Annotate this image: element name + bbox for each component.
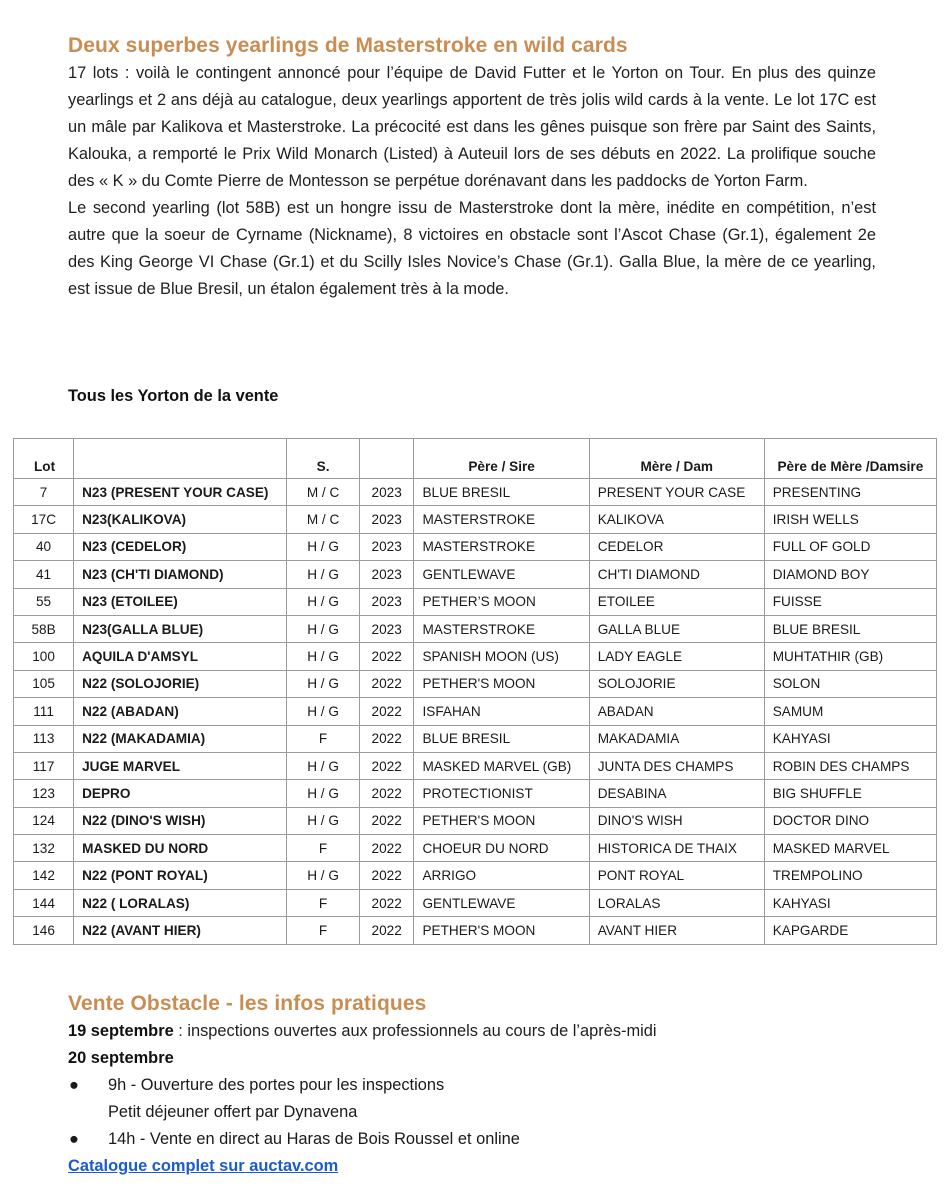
cell-dam: MAKADAMIA (589, 725, 764, 752)
cell-name: N23(GALLA BLUE) (74, 615, 287, 642)
cell-dam: AVANT HIER (589, 917, 764, 944)
cell-sire: PETHER'S MOON (414, 670, 589, 697)
cell-lot: 40 (14, 533, 74, 560)
cell-dam: LADY EAGLE (589, 643, 764, 670)
cell-lot: 124 (14, 807, 74, 834)
table-row (14, 862, 937, 889)
table-row (14, 807, 937, 834)
cell-year: 2022 (359, 780, 414, 807)
info-title: Vente Obstacle - les infos pratiques (68, 992, 427, 1015)
cell-sex: H / G (287, 615, 360, 642)
cell-year: 2022 (359, 862, 414, 889)
cell-sex: F (287, 889, 360, 916)
cell-sire: MASTERSTROKE (414, 506, 589, 533)
cell-dam: CH'TI DIAMOND (589, 561, 764, 588)
cell-year: 2022 (359, 917, 414, 944)
lots-table (13, 438, 937, 945)
cell-lot: 55 (14, 588, 74, 615)
table-row (14, 780, 937, 807)
cell-damsire: KAHYASI (764, 889, 936, 916)
cell-year: 2022 (359, 752, 414, 779)
catalogue-link[interactable]: Catalogue complet sur auctav.com (68, 1157, 339, 1175)
day2-date: 20 septembre (68, 1049, 174, 1067)
cell-dam: ABADAN (589, 698, 764, 725)
cell-name: N22 (MAKADAMIA) (74, 725, 287, 752)
list-item (68, 1126, 888, 1153)
cell-damsire: KAHYASI (764, 725, 936, 752)
day1-date: 19 septembre (68, 1022, 174, 1040)
cell-damsire: DOCTOR DINO (764, 807, 936, 834)
header-year (359, 439, 414, 479)
cell-dam: HISTORICA DE THAIX (589, 835, 764, 862)
cell-sire: ISFAHAN (414, 698, 589, 725)
cell-name: JUGE MARVEL (74, 752, 287, 779)
cell-year: 2022 (359, 670, 414, 697)
table-row (14, 643, 937, 670)
cell-damsire: IRISH WELLS (764, 506, 936, 533)
cell-damsire: TREMPOLINO (764, 862, 936, 889)
cell-lot: 144 (14, 889, 74, 916)
article (68, 32, 876, 303)
cell-sire: PETHER'S MOON (414, 807, 589, 834)
article-paragraph-1: 17 lots : voilà le contingent annoncé pour l’équipe de David Futter et le Yorton on Tour. En plus des quinze yearlings et 2 ans déjà au catalogue, deux yearlings apportent de très jolis wild cards à la vente. Le lot 17C est un mâle par Kalikova et Masterstroke. La précocité est dans les gênes puisque son frère par Saint des Saints, Kalouka, a remporté le Prix Wild Monarch (Listed) à Auteuil lors de ses débuts en 2022. La prolifique souche des « K » du Comte Pierre de Montesson se perpétue dorénavant dans les paddocks de Yorton Farm. (68, 64, 876, 190)
header-name (74, 439, 287, 479)
table-heading: Tous les Yorton de la vente (68, 387, 279, 405)
day1-text: : inspections ouvertes aux professionnels au cours de l’après-midi (173, 1022, 657, 1040)
cell-lot: 123 (14, 780, 74, 807)
cell-dam: LORALAS (589, 889, 764, 916)
cell-lot: 111 (14, 698, 74, 725)
list-item (68, 1072, 888, 1126)
cell-sex: H / G (287, 561, 360, 588)
cell-lot: 113 (14, 725, 74, 752)
cell-lot: 117 (14, 752, 74, 779)
cell-lot: 7 (14, 479, 74, 506)
cell-damsire: MUHTATHIR (GB) (764, 643, 936, 670)
cell-damsire: SOLON (764, 670, 936, 697)
cell-name: DEPRO (74, 780, 287, 807)
cell-lot: 142 (14, 862, 74, 889)
cell-lot: 58B (14, 615, 74, 642)
cell-sire: GENTLEWAVE (414, 561, 589, 588)
cell-damsire: BIG SHUFFLE (764, 780, 936, 807)
header-lot: Lot (14, 439, 74, 479)
cell-name: N22 (ABADAN) (74, 698, 287, 725)
info-list (68, 1072, 888, 1153)
cell-name: MASKED DU NORD (74, 835, 287, 862)
cell-lot: 132 (14, 835, 74, 862)
cell-sex: M / C (287, 506, 360, 533)
cell-damsire: MASKED MARVEL (764, 835, 936, 862)
cell-sex: H / G (287, 698, 360, 725)
cell-sex: H / G (287, 752, 360, 779)
cell-dam: CEDELOR (589, 533, 764, 560)
cell-lot: 17C (14, 506, 74, 533)
cell-name: N23 (CH'TI DIAMOND) (74, 561, 287, 588)
table-row (14, 670, 937, 697)
cell-dam: GALLA BLUE (589, 615, 764, 642)
article-paragraph-2: Le second yearling (lot 58B) est un hongre issu de Masterstroke dont la mère, inédite en compétition, n’est autre que la soeur de Cyrname (Nickname), 8 victoires en obstacle sont l’Ascot Chase (Gr.1), également 2e des King George VI Chase (Gr.1) et du Scilly Isles Novice’s Chase (Gr.1). Galla Blue, la mère de ce yearling, est issue de Blue Bresil, un étalon également très à la mode. (68, 199, 876, 298)
cell-dam: PRESENT YOUR CASE (589, 479, 764, 506)
cell-year: 2023 (359, 588, 414, 615)
cell-damsire: BLUE BRESIL (764, 615, 936, 642)
cell-name: AQUILA D'AMSYL (74, 643, 287, 670)
cell-damsire: FUISSE (764, 588, 936, 615)
list-item-line: 9h - Ouverture des portes pour les inspections (108, 1076, 445, 1094)
cell-name: N22 (PONT ROYAL) (74, 862, 287, 889)
cell-sire: SPANISH MOON (US) (414, 643, 589, 670)
cell-damsire: SAMUM (764, 698, 936, 725)
table-row (14, 889, 937, 916)
cell-sire: CHOEUR DU NORD (414, 835, 589, 862)
cell-lot: 105 (14, 670, 74, 697)
table-row (14, 533, 937, 560)
cell-year: 2023 (359, 506, 414, 533)
lots-table-body (14, 479, 937, 945)
cell-dam: SOLOJORIE (589, 670, 764, 697)
cell-sire: MASTERSTROKE (414, 615, 589, 642)
cell-name: N22 (SOLOJORIE) (74, 670, 287, 697)
table-row (14, 506, 937, 533)
cell-sex: F (287, 835, 360, 862)
table-header-row (14, 439, 937, 479)
info-day2 (68, 1045, 888, 1072)
cell-sex: H / G (287, 533, 360, 560)
cell-year: 2022 (359, 698, 414, 725)
table-row (14, 725, 937, 752)
cell-damsire: KAPGARDE (764, 917, 936, 944)
cell-year: 2022 (359, 725, 414, 752)
bullet-icon: ● (69, 1076, 79, 1094)
cell-year: 2023 (359, 561, 414, 588)
list-item-line: Petit déjeuner offert par Dynavena (108, 1103, 358, 1121)
cell-sex: H / G (287, 670, 360, 697)
cell-dam: KALIKOVA (589, 506, 764, 533)
cell-damsire: PRESENTING (764, 479, 936, 506)
cell-sire: PROTECTIONIST (414, 780, 589, 807)
cell-sex: F (287, 725, 360, 752)
cell-name: N22 ( LORALAS) (74, 889, 287, 916)
cell-year: 2022 (359, 807, 414, 834)
cell-sire: BLUE BRESIL (414, 479, 589, 506)
cell-year: 2023 (359, 533, 414, 560)
cell-lot: 100 (14, 643, 74, 670)
cell-lot: 41 (14, 561, 74, 588)
info-section (68, 990, 888, 1180)
cell-dam: DESABINA (589, 780, 764, 807)
article-title: Deux superbes yearlings de Masterstroke en wild cards (68, 34, 628, 57)
cell-sex: H / G (287, 588, 360, 615)
cell-sex: H / G (287, 807, 360, 834)
cell-damsire: ROBIN DES CHAMPS (764, 752, 936, 779)
cell-sire: BLUE BRESIL (414, 725, 589, 752)
cell-sex: H / G (287, 643, 360, 670)
table-row (14, 698, 937, 725)
table-row (14, 615, 937, 642)
header-damsire: Père de Mère /Damsire (764, 439, 936, 479)
cell-dam: ETOILEE (589, 588, 764, 615)
cell-year: 2022 (359, 643, 414, 670)
table-row (14, 835, 937, 862)
cell-year: 2023 (359, 479, 414, 506)
cell-year: 2023 (359, 615, 414, 642)
cell-name: N22 (AVANT HIER) (74, 917, 287, 944)
cell-name: N23 (ETOILEE) (74, 588, 287, 615)
cell-sex: H / G (287, 780, 360, 807)
header-sire: Père / Sire (414, 439, 589, 479)
table-row (14, 479, 937, 506)
cell-sire: MASKED MARVEL (GB) (414, 752, 589, 779)
table-row (14, 561, 937, 588)
cell-sex: H / G (287, 862, 360, 889)
header-sex: S. (287, 439, 360, 479)
table-row (14, 588, 937, 615)
cell-year: 2022 (359, 835, 414, 862)
cell-year: 2022 (359, 889, 414, 916)
cell-dam: PONT ROYAL (589, 862, 764, 889)
cell-sire: PETHER’S MOON (414, 588, 589, 615)
table-row (14, 917, 937, 944)
table-row (14, 752, 937, 779)
cell-damsire: FULL OF GOLD (764, 533, 936, 560)
header-dam: Mère / Dam (589, 439, 764, 479)
info-day1 (68, 1018, 888, 1045)
cell-sire: ARRIGO (414, 862, 589, 889)
cell-sex: F (287, 917, 360, 944)
bullet-icon: ● (69, 1130, 79, 1148)
cell-sire: PETHER'S MOON (414, 917, 589, 944)
cell-damsire: DIAMOND BOY (764, 561, 936, 588)
cell-dam: DINO'S WISH (589, 807, 764, 834)
cell-dam: JUNTA DES CHAMPS (589, 752, 764, 779)
cell-sex: M / C (287, 479, 360, 506)
cell-sire: MASTERSTROKE (414, 533, 589, 560)
cell-name: N23(KALIKOVA) (74, 506, 287, 533)
cell-sire: GENTLEWAVE (414, 889, 589, 916)
cell-lot: 146 (14, 917, 74, 944)
list-item-line: 14h - Vente en direct au Haras de Bois Roussel et online (108, 1130, 520, 1148)
cell-name: N22 (DINO'S WISH) (74, 807, 287, 834)
cell-name: N23 (PRESENT YOUR CASE) (74, 479, 287, 506)
cell-name: N23 (CEDELOR) (74, 533, 287, 560)
